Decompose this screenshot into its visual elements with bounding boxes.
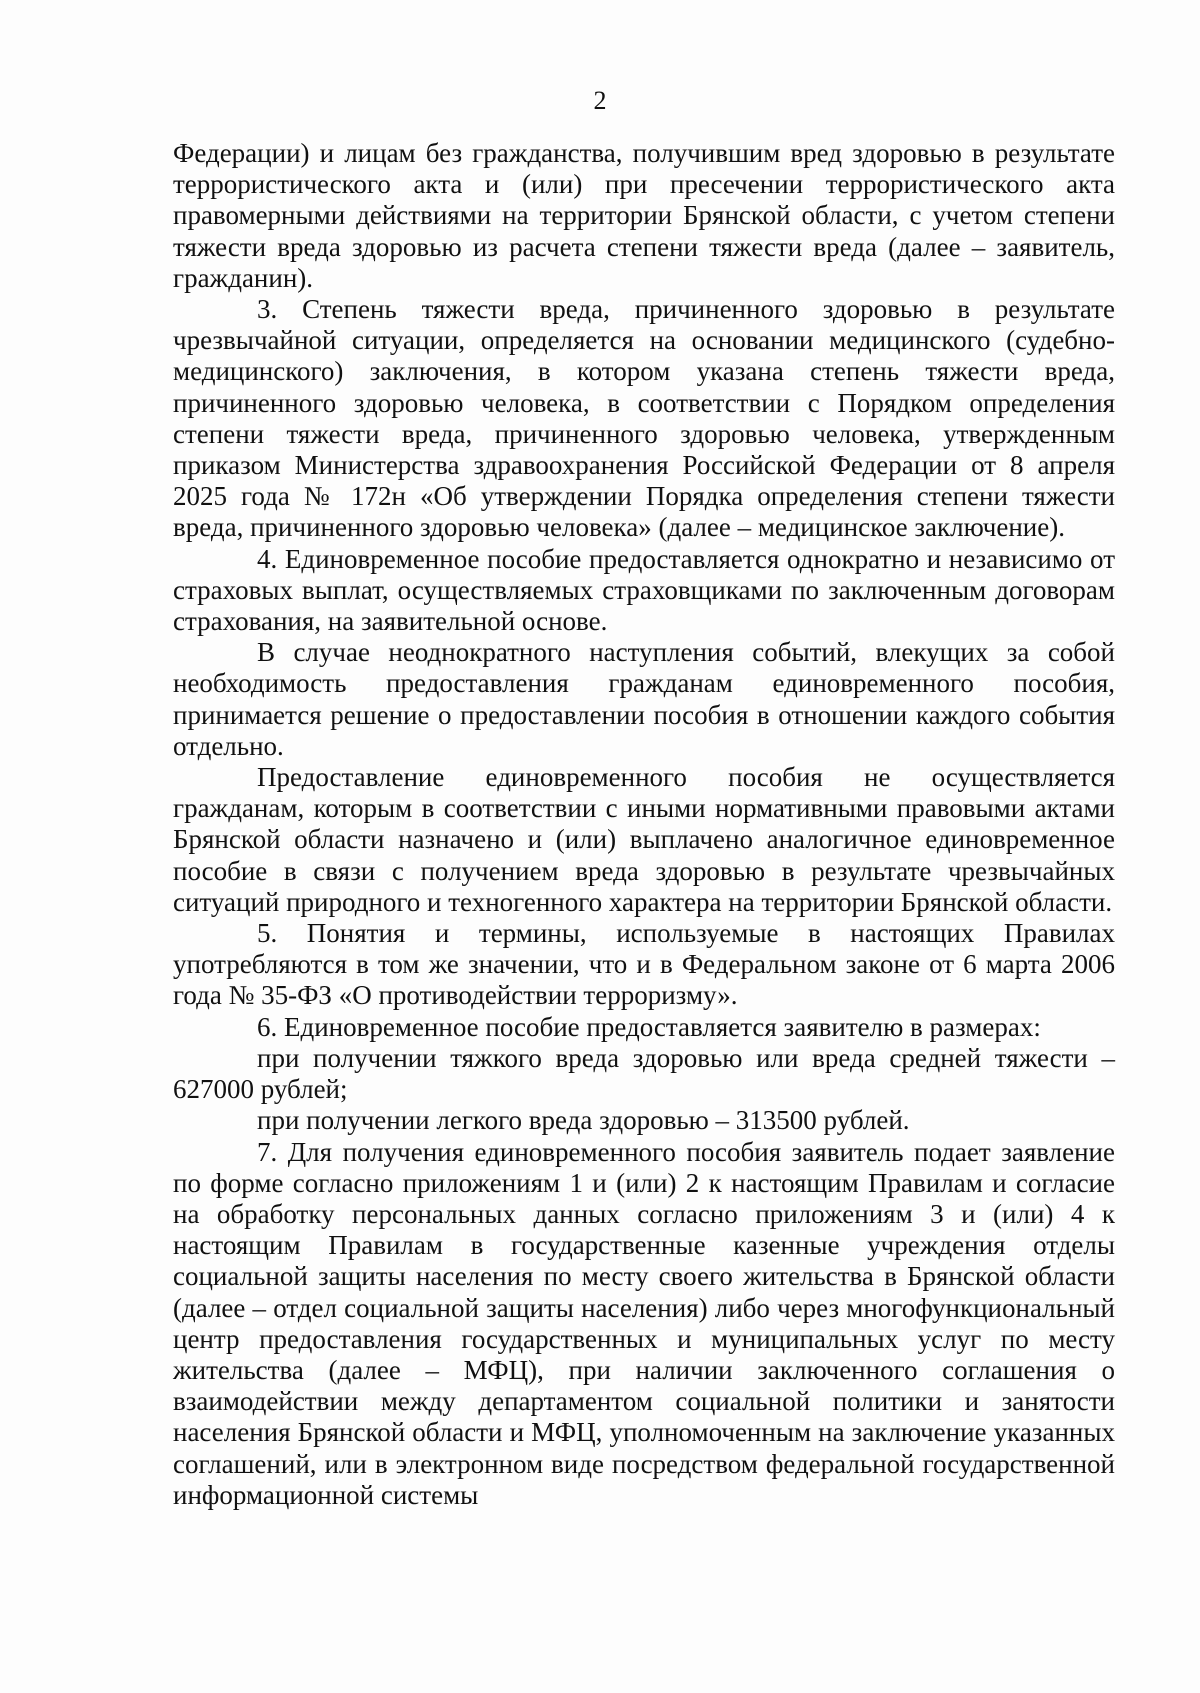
paragraph-light-harm-amount: при получении легкого вреда здоровью – 313500 рублей. — [257, 1105, 910, 1136]
paragraph-item-3: 3. Степень тяжести вреда, причиненного здоровью в результате чрезвычайной ситуации, определяется на основании медицинского (судебно-медицинского) заключения, в котором указана степень тяжести вреда, причиненного здоровью человека, в соответствии с Порядком определения степени тяжести вреда, причиненного здоровью человека, утвержденным приказом Министерства здравоохранения Российской Федерации от 8 апреля 2025 года № 172н «Об утверждении Порядка определения степени тяжести вреда, причиненного здоровью человека» (далее – медицинское заключение). — [173, 294, 1115, 543]
paragraph-1: Федерации) и лицам без гражданства, получившим вред здоровью в результате террористического акта и (или) при пресечении террористического акта правомерными действиями на территории Брянской области, с учетом степени тяжести вреда здоровью из расчета степени тяжести вреда (далее – заявитель, гражданин). — [173, 138, 1115, 293]
paragraph-exclusion: Предоставление единовременного пособия не осуществляется гражданам, которым в соответствии с иными нормативными правовыми актами Брянской области назначено и (или) выплачено аналогичное единовременное пособие в связи с получением вреда здоровью в результате чрезвычайных ситуаций природного и техногенного характера на территории Брянской области. — [173, 762, 1115, 917]
page-number: 2 — [593, 86, 607, 115]
paragraph-item-4: 4. Единовременное пособие предоставляется однократно и независимо от страховых выплат, осуществляемых страховщиками по заключенным договорам страхования, на заявительной основе. — [173, 543, 1115, 637]
document-body — [173, 138, 1115, 1511]
paragraph-item-7: 7. Для получения единовременного пособия заявитель подает заявление по форме согласно приложениям 1 и (или) 2 к настоящим Правилам и согласие на обработку персональных данных согласно приложениям 3 и (или) 4 к настоящим Правилам в государственные казенные учреждения отделы социальной защиты населения по месту своего жительства в Брянской области (далее – отдел социальной защиты населения) либо через многофункциональный центр предоставления государственных и муниципальных услуг по месту жительства (далее – МФЦ), при наличии заключенного соглашения о взаимодействии между департаментом социальной политики и занятости населения Брянской области и МФЦ, уполномоченным на заключение указанных соглашений, или в электронном виде посредством федеральной государственной информационной системы — [173, 1136, 1115, 1510]
paragraph-severe-harm-amount: при получении тяжкого вреда здоровью или вреда средней тяжести – 627000 рублей; — [173, 1042, 1115, 1105]
paragraph-item-5: 5. Понятия и термины, используемые в настоящих Правилах употребляются в том же значении, что и в Федеральном законе от 6 марта 2006 года № 35-ФЗ «О противодействии терроризму». — [173, 918, 1115, 1011]
paragraph-repeated-events: В случае неоднократного наступления событий, влекущих за собой необходимость предоставления гражданам единовременного пособия, принимается решение о предоставлении пособия в отношении каждого события отдельно. — [173, 637, 1115, 761]
paragraph-item-6: 6. Единовременное пособие предоставляется заявителю в размерах: — [257, 1011, 1041, 1042]
